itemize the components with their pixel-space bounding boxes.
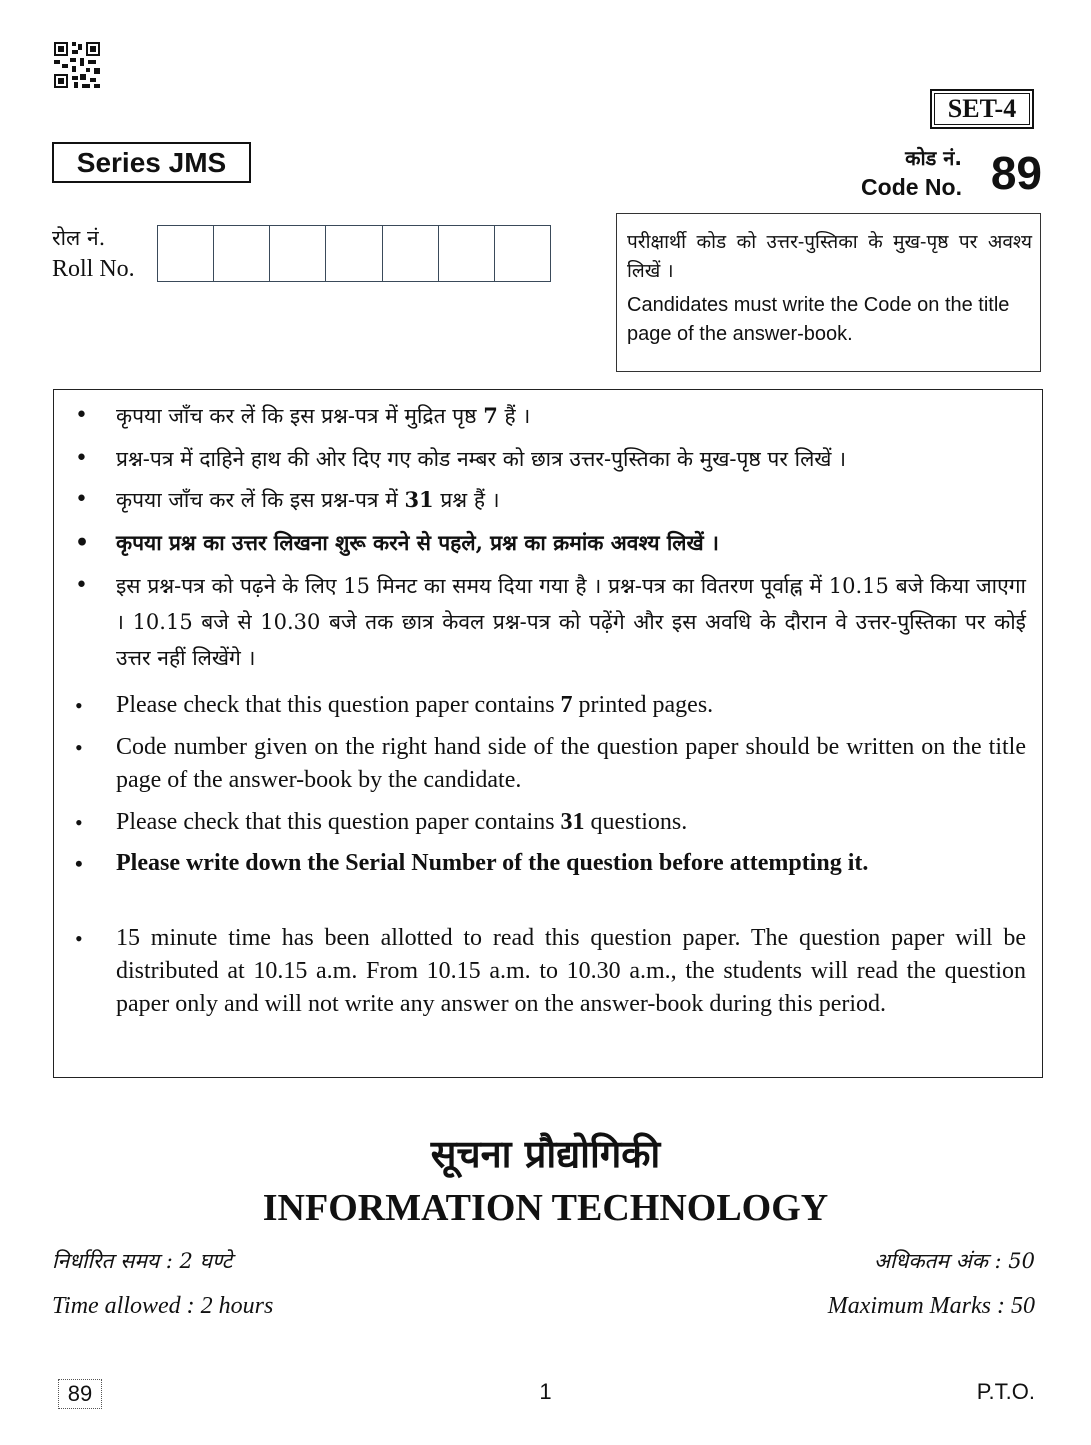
subject-title-english: INFORMATION TECHNOLOGY (262, 1187, 829, 1229)
qr-code-icon (54, 42, 100, 88)
candidate-note-hindi: परीक्षार्थी कोड को उत्तर-पुस्तिका के मुख-पृष्ठ पर अवश्य लिखें । (627, 231, 1032, 282)
roll-digit-box[interactable] (158, 226, 214, 281)
roll-label-hindi: रोल नं. (52, 226, 106, 250)
roll-digit-box[interactable] (270, 226, 326, 281)
code-label-english: Code No. (861, 174, 962, 200)
instruction-hindi-questions: • कृपया जाँच कर लें कि इस प्रश्न-पत्र में 31 प्रश्न हैं । (116, 482, 1026, 518)
maximum-marks-english: Maximum Marks : 50 (827, 1293, 1035, 1319)
series-badge (52, 142, 251, 183)
subject-title-hindi: सूचना प्रौद्योगिकी (430, 1131, 661, 1176)
set-badge (930, 89, 1034, 129)
instruction-english-code: • Code number given on the right hand side of the question paper should be written on the title page of the answer-book by the candidate. (116, 731, 1026, 797)
bullet: • (75, 446, 88, 471)
bullet: • (75, 487, 88, 512)
instruction-hindi-pages: • कृपया जाँच कर लें कि इस प्रश्न-पत्र में मुद्रित पृष्ठ 7 हैं । (116, 398, 1026, 434)
instruction-english-reading-time: • 15 minute time has been allotted to read this question paper. The question paper will be distributed at 10.15 a.m. From 10.15 a.m. to 10.30 a.m., the students will read the question paper only and will not write any answer on the answer-book during this period. (116, 922, 1026, 1021)
bullet: • (75, 573, 88, 598)
please-turn-over: P.T.O. (976, 1379, 1035, 1404)
time-allowed-hindi: निर्धारित समय : 2 घण्टे (52, 1249, 233, 1273)
roll-digit-box[interactable] (495, 226, 550, 281)
instruction-english-serial: • Please write down the Serial Number of the question before attempting it. (116, 847, 1026, 880)
bullet: • (75, 926, 83, 951)
series-label: Series JMS (76, 146, 227, 178)
bullet: • (75, 530, 90, 556)
instruction-english-questions: • Please check that this question paper contains 31 questions. (116, 806, 1026, 839)
bullet: • (75, 735, 83, 760)
code-label-hindi: कोड नं. (905, 146, 962, 170)
candidate-note-box (616, 213, 1041, 372)
page-number: 1 (539, 1379, 552, 1404)
bullet: • (75, 810, 83, 835)
roll-digit-box[interactable] (326, 226, 382, 281)
set-label: SET-4 (947, 94, 1017, 123)
bullet: • (75, 851, 83, 876)
maximum-marks-hindi: अधिकतम अंक : 50 (873, 1249, 1035, 1273)
roll-digit-box[interactable] (214, 226, 270, 281)
code-number: 89 (990, 147, 1042, 199)
time-allowed-english: Time allowed : 2 hours (52, 1293, 274, 1319)
footer-code: 89 (58, 1379, 102, 1409)
candidate-note-english: Candidates must write the Code on the title page of the answer-book. (627, 294, 1010, 345)
bullet: • (75, 403, 88, 428)
roll-digit-box[interactable] (383, 226, 439, 281)
instructions-box (53, 389, 1043, 1078)
roll-number-boxes[interactable] (157, 225, 551, 282)
bullet: • (75, 693, 83, 718)
instruction-hindi-code: • प्रश्न-पत्र में दाहिने हाथ की ओर दिए गए कोड नम्बर को छात्र उत्तर-पुस्तिका के मुख-पृष्ठ पर लिखें । (116, 441, 1026, 477)
roll-digit-box[interactable] (439, 226, 495, 281)
instruction-english-pages: • Please check that this question paper contains 7 printed pages. (116, 689, 1026, 722)
instruction-hindi-serial: • कृपया प्रश्न का उत्तर लिखना शुरू करने से पहले, प्रश्न का क्रमांक अवश्य लिखें । (116, 525, 1026, 561)
instruction-hindi-reading-time: • इस प्रश्न-पत्र को पढ़ने के लिए 15 मिनट का समय दिया गया है । प्रश्न-पत्र का वितरण पूर्वाह्न में 10.15 बजे किया जाएगा । 10.15 बजे से 10.30 बजे तक छात्र केवल प्रश्न-पत्र को पढ़ेंगे और इस अवधि के दौरान वे उत्तर-पुस्तिका पर कोई उत्तर नहीं लिखेंगे । (116, 568, 1026, 676)
roll-label-english: Roll No. (52, 256, 135, 282)
